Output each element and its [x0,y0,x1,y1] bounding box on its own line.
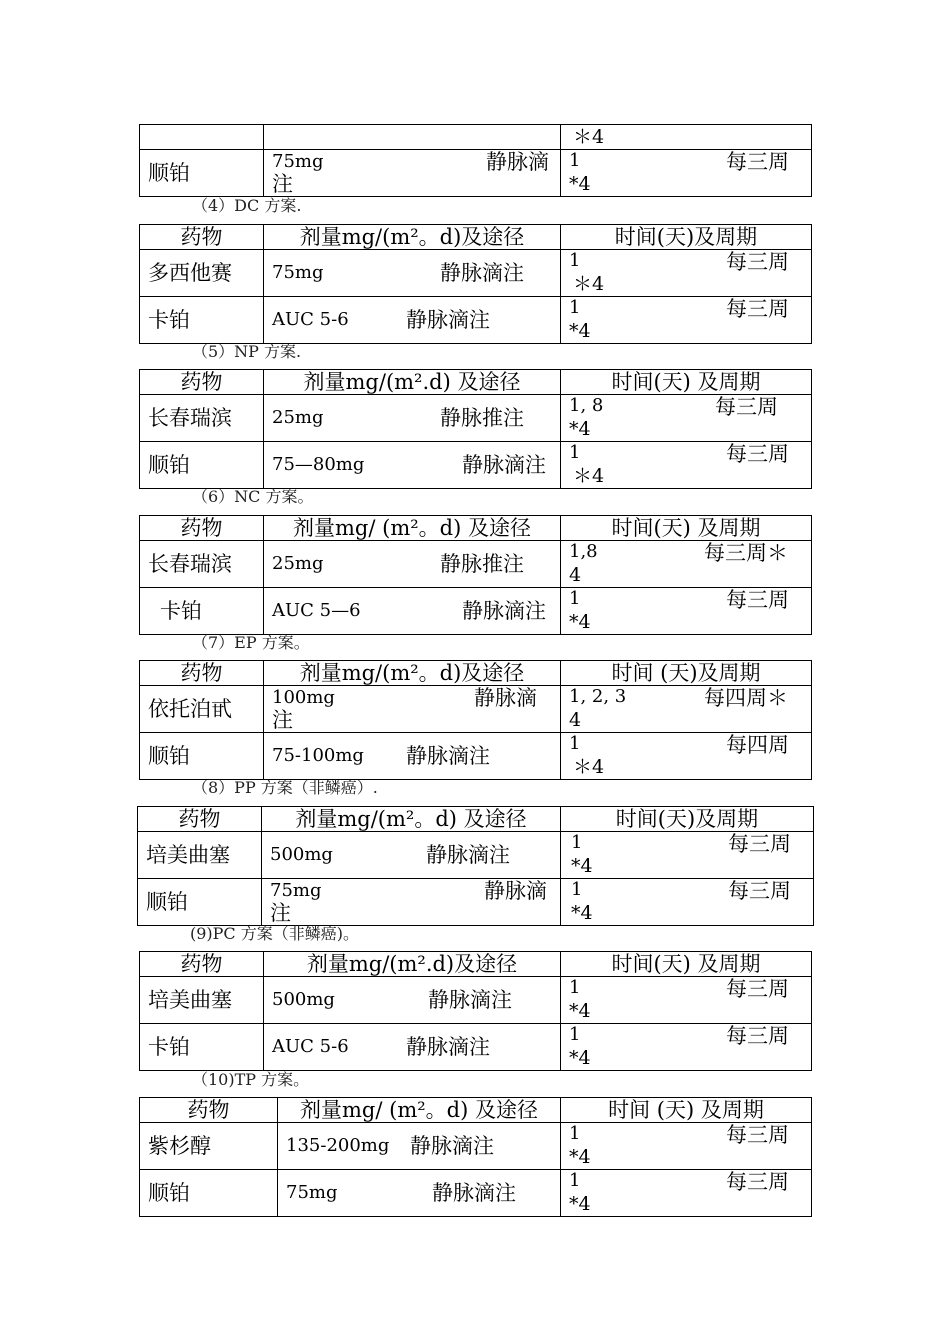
table-pp-regimen [137,806,814,926]
header-drug: 药物 [138,807,262,832]
cycle: 每三周 [726,297,789,321]
drug-name: 顺铂 [140,442,264,489]
cycle: 每三周 [726,1170,789,1194]
cycle-repeat: *4 [569,1047,591,1069]
header-time: 时间(天)及周期 [561,807,814,832]
header-time: 时间(天) 及周期 [561,370,812,395]
cycle-repeat: *4 [569,1146,591,1168]
cycle: 每三周 [726,250,789,274]
route: 静脉推注 [440,552,524,576]
cycle-repeat: *4 [569,320,591,342]
cycle-repeat: ＊4 [573,756,605,778]
header-time: 时间(天) 及周期 [561,516,812,541]
route: 静脉滴 [484,879,547,903]
cycle: 每三周 [726,1024,789,1048]
cycle: 每三周 [715,395,778,419]
cycle: 每四周＊ [704,686,788,710]
route: 静脉滴注 [410,1134,494,1158]
table-tp-regimen [139,1097,812,1217]
route: 静脉滴注 [440,261,524,285]
dose: AUC 5-6 [272,1036,349,1057]
caption-np: （5）NP 方案. [192,342,302,361]
header-drug: 药物 [140,952,264,977]
table-np-regimen [139,369,812,489]
route: 静脉滴注 [432,1181,516,1205]
day: 1 [569,1024,581,1045]
day: 1, 8 [569,395,604,416]
table-dc-regimen [139,224,812,344]
dose: 135-200mg [286,1135,390,1156]
table-ep-regimen [139,660,812,780]
cycle: 每三周 [728,879,791,903]
drug-name: 顺铂 [138,879,262,926]
cycle-repeat: *4 [569,173,591,195]
route: 静脉滴注 [462,599,546,623]
dose: AUC 5—6 [272,600,361,621]
cycle-repeat: *4 [569,1193,591,1215]
header-drug: 药物 [140,1098,278,1123]
cycle-repeat: *4 [569,611,591,633]
route: 静脉滴注 [462,453,546,477]
header-dose: 剂量mg/(m²。d)及途径 [264,661,561,686]
header-dose: 剂量mg/(m²。d) 及途径 [262,807,561,832]
cycle: 每三周 [726,588,789,612]
header-dose: 剂量mg/ (m²。d) 及途径 [278,1098,561,1123]
header-drug: 药物 [140,225,264,250]
cycle-repeat: *4 [569,1000,591,1022]
route: 静脉滴注 [406,1035,490,1059]
route: 静脉滴注 [406,744,490,768]
route: 静脉滴注 [428,988,512,1012]
drug-name: 紫杉醇 [140,1123,278,1170]
cycle-repeat: *4 [569,418,591,440]
caption-pp: （8）PP 方案（非鳞癌）. [192,778,378,797]
caption-nc: （6）NC 方案。 [192,487,314,506]
cycle-repeat: ＊4 [573,273,605,295]
route-wrap: 注 [270,901,291,925]
caption-pc: (9)PC 方案（非鳞癌)。 [190,924,360,943]
cycle: 每三周＊ [704,541,788,565]
cycle: 每四周 [726,733,789,757]
table-nc-regimen [139,515,812,635]
header-dose: 剂量mg/ (m²。d) 及途径 [264,516,561,541]
day: 1 [569,250,581,271]
day: 1 [571,879,583,900]
cycle-repeat: 4 [569,709,582,731]
day: 1,8 [569,541,598,562]
table-cisplatin-continued [139,124,812,197]
dose: 75mg [272,262,324,283]
day: 1 [571,832,583,853]
drug-name: 顺铂 [140,150,264,197]
day: 1 [569,1170,581,1191]
caption-ep: （7）EP 方案。 [192,633,310,652]
caption-dc: （4）DC 方案. [192,196,302,215]
route-wrap: 注 [272,708,293,732]
dose: 500mg [272,989,335,1010]
cycle: 每三周 [726,1123,789,1147]
route: 静脉推注 [440,406,524,430]
cycle-repeat: 4 [569,564,582,586]
header-time: 时间 (天)及周期 [561,661,812,686]
cycle-repeat: ＊4 [573,465,605,487]
cycle: 每三周 [726,150,789,174]
drug-name: 顺铂 [140,733,264,780]
header-dose: 剂量mg/(m²。d)及途径 [264,225,561,250]
drug-name: 卡铂 [140,297,264,344]
dose: 100mg [272,687,335,708]
drug-name: 长春瑞滨 [140,541,264,588]
dose: 25mg [272,407,324,428]
drug-name: 卡铂 [140,588,264,635]
cycle: 每三周 [726,977,789,1001]
drug-name: 多西他赛 [140,250,264,297]
dose: 75mg [270,880,322,901]
dose: 75-100mg [272,745,364,766]
route-wrap: 注 [272,172,293,196]
header-time: 时间 (天) 及周期 [561,1098,812,1123]
day: 1 [569,150,581,171]
day: 1 [569,977,581,998]
dose: AUC 5-6 [272,309,349,330]
cycle-repeat: *4 [571,902,593,924]
cycle: 每三周 [728,832,791,856]
cycle-repeat: *4 [571,855,593,877]
header-drug: 药物 [140,516,264,541]
header-time: 时间(天)及周期 [561,225,812,250]
drug-name: 长春瑞滨 [140,395,264,442]
drug-name: 顺铂 [140,1170,278,1217]
drug-name: 培美曲塞 [140,977,264,1024]
dose: 75—80mg [272,454,365,475]
day: 1 [569,733,581,754]
day: 1 [569,297,581,318]
drug-name: 依托泊甙 [140,686,264,733]
dose: 75mg [286,1182,338,1203]
dose: 75mg [272,151,324,172]
drug-name: 培美曲塞 [138,832,262,879]
route: 静脉滴 [474,686,537,710]
drug-name: 卡铂 [140,1024,264,1071]
caption-tp: （10)TP 方案。 [192,1070,310,1089]
header-drug: 药物 [140,370,264,395]
dose: 25mg [272,553,324,574]
header-dose: 剂量mg/(m².d)及途径 [264,952,561,977]
route: 静脉滴 [486,150,549,174]
header-dose: 剂量mg/(m².d) 及途径 [264,370,561,395]
day: 1 [569,588,581,609]
route: 静脉滴注 [426,843,510,867]
cycle: 每三周 [726,442,789,466]
header-drug: 药物 [140,661,264,686]
day: 1 [569,442,581,463]
header-time: 时间(天) 及周期 [561,952,812,977]
cycle-repeat: ＊4 [573,126,605,148]
table-pc-regimen [139,951,812,1071]
day: 1 [569,1123,581,1144]
route: 静脉滴注 [406,308,490,332]
day: 1, 2, 3 [569,686,627,707]
dose: 500mg [270,844,333,865]
